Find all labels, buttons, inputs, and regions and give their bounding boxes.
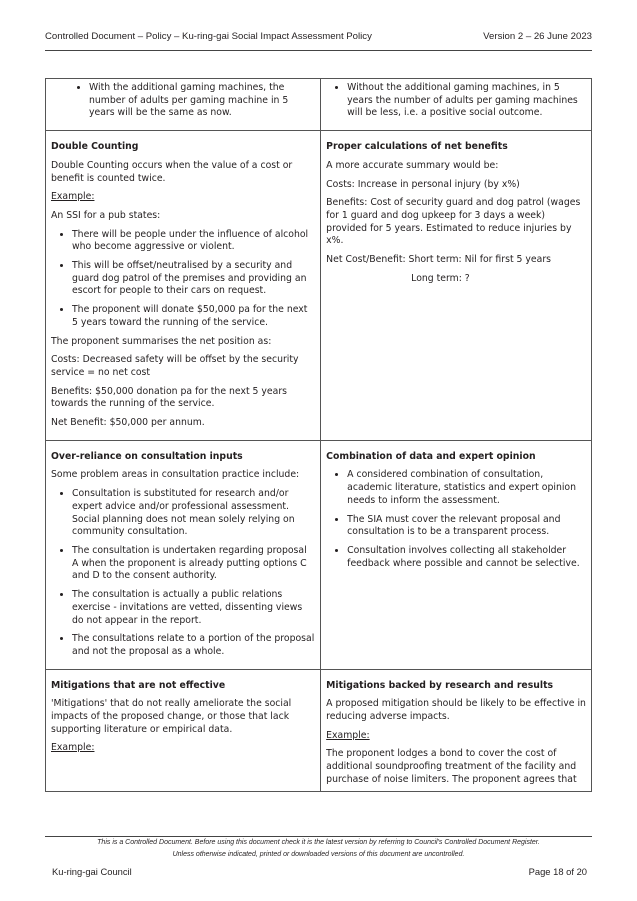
list-item: • A considered combination of consultation, academic literature, statistics and expert opinion needs to inform the assessment.	[347, 469, 586, 507]
table-row	[46, 131, 592, 441]
paragraph: Costs: Decreased safety will be offset by the security service = no net cost	[51, 354, 299, 378]
table-cell	[321, 440, 592, 669]
section-title: Double Counting	[51, 141, 139, 153]
example-label: Example:	[51, 742, 95, 754]
list-item: • Consultation involves collecting all stakeholder feedback where possible and cannot be selective.	[347, 545, 586, 570]
header-document-title: Controlled Document – Policy – Ku-ring-gai Social Impact Assessment Policy	[45, 31, 372, 42]
list-item: • The consultations relate to a portion of the proposal and not the proposal as a whole.	[72, 633, 315, 658]
table-cell	[46, 79, 321, 131]
controlled-document-notice: This is a Controlled Document. Before using this document check it is the latest version by referring to Council's Controlled Document Register.	[97, 839, 540, 846]
page-number: Page 18 of 20	[528, 866, 587, 877]
paragraph: Some problem areas in consultation practice include:	[51, 469, 300, 481]
table-row	[46, 669, 592, 791]
header-divider	[45, 50, 592, 51]
paragraph: Costs: Increase in personal injury (by x%)	[326, 178, 520, 190]
paragraph: Benefits: Cost of security guard and dog patrol (wages for 1 guard and dog upkeep for 3 days a week) provided for 5 years. Estimated to reduce injuries by x%.	[326, 197, 581, 247]
list-item: • The SIA must cover the relevant proposal and consultation is to be a transparent process.	[347, 514, 586, 539]
table-cell	[46, 440, 321, 669]
table-cell	[46, 669, 321, 791]
table-cell	[321, 131, 592, 441]
paragraph: The proponent summarises the net position as:	[51, 335, 272, 347]
page-footer	[52, 866, 587, 877]
bullet-list	[51, 229, 315, 330]
bullet-list	[326, 82, 586, 120]
table-row	[46, 440, 592, 669]
list-item: • The consultation is undertaken regarding proposal A when the proponent is already putting options C and D to the consent authority.	[72, 545, 315, 583]
section-title: Combination of data and expert opinion	[326, 450, 536, 462]
paragraph: An SSI for a pub states:	[51, 209, 161, 221]
list-item: • This will be offset/neutralised by a security and guard dog patrol of the premises and providing an escort for people to their cars on request.	[72, 260, 315, 298]
list-item: • Consultation is substituted for research and/or expert advice and/or professional assessment. Social planning does not mean solely relying on community consultation.	[72, 488, 315, 539]
footer-organisation: Ku-ring-gai Council	[52, 866, 132, 877]
list-item: • There will be people under the influence of alcohol who become aggressive or violent.	[72, 229, 315, 254]
paragraph: Double Counting occurs when the value of a cost or benefit is counted twice.	[51, 159, 293, 184]
paragraph: 'Mitigations' that do not really ameliorate the social impacts of the proposed change, or those that lack supporting literature or empirical data.	[51, 698, 292, 735]
table-row	[46, 79, 592, 131]
list-item: • The consultation is actually a public relations exercise - invitations are vetted, dissenting views do not appear in the report.	[72, 589, 315, 627]
example-label: Example:	[51, 191, 95, 203]
footer-divider	[45, 836, 592, 837]
policy-comparison-table	[45, 78, 592, 792]
bullet-list	[51, 82, 315, 120]
paragraph: Long term: ?	[411, 272, 470, 284]
header-version: Version 2 – 26 June 2023	[483, 31, 592, 42]
table-cell	[321, 669, 592, 791]
bullet-list	[326, 469, 586, 570]
section-title: Mitigations backed by research and results	[326, 679, 554, 691]
paragraph: The proponent lodges a bond to cover the cost of additional soundproofing treatment of the facility and purchase of noise limiters. The proponent agrees that	[326, 748, 577, 785]
paragraph: Net Benefit: $50,000 per annum.	[51, 417, 205, 429]
list-item: • Without the additional gaming machines, in 5 years the number of adults per gaming machines will be less, i.e. a positive social outcome.	[347, 82, 586, 120]
paragraph: A more accurate summary would be:	[326, 159, 499, 171]
list-item: • With the additional gaming machines, the number of adults per gaming machine in 5 years will be the same as now.	[89, 82, 315, 120]
example-label: Example:	[326, 729, 370, 741]
table-cell	[321, 79, 592, 131]
list-item: • The proponent will donate $50,000 pa for the next 5 years toward the running of the service.	[72, 304, 315, 329]
section-title: Over-reliance on consultation inputs	[51, 450, 243, 462]
uncontrolled-copy-notice: Unless otherwise indicated, printed or downloaded versions of this document are uncontrolled.	[172, 851, 465, 858]
section-title: Mitigations that are not effective	[51, 679, 226, 691]
paragraph: Benefits: $50,000 donation pa for the next 5 years towards the running of the service.	[51, 385, 287, 410]
page-header	[45, 31, 592, 42]
paragraph: A proposed mitigation should be likely to be effective in reducing adverse impacts.	[326, 698, 586, 723]
table-cell	[46, 131, 321, 441]
paragraph: Net Cost/Benefit: Short term: Nil for first 5 years	[326, 254, 552, 266]
bullet-list	[51, 488, 315, 658]
section-title: Proper calculations of net benefits	[326, 141, 508, 153]
